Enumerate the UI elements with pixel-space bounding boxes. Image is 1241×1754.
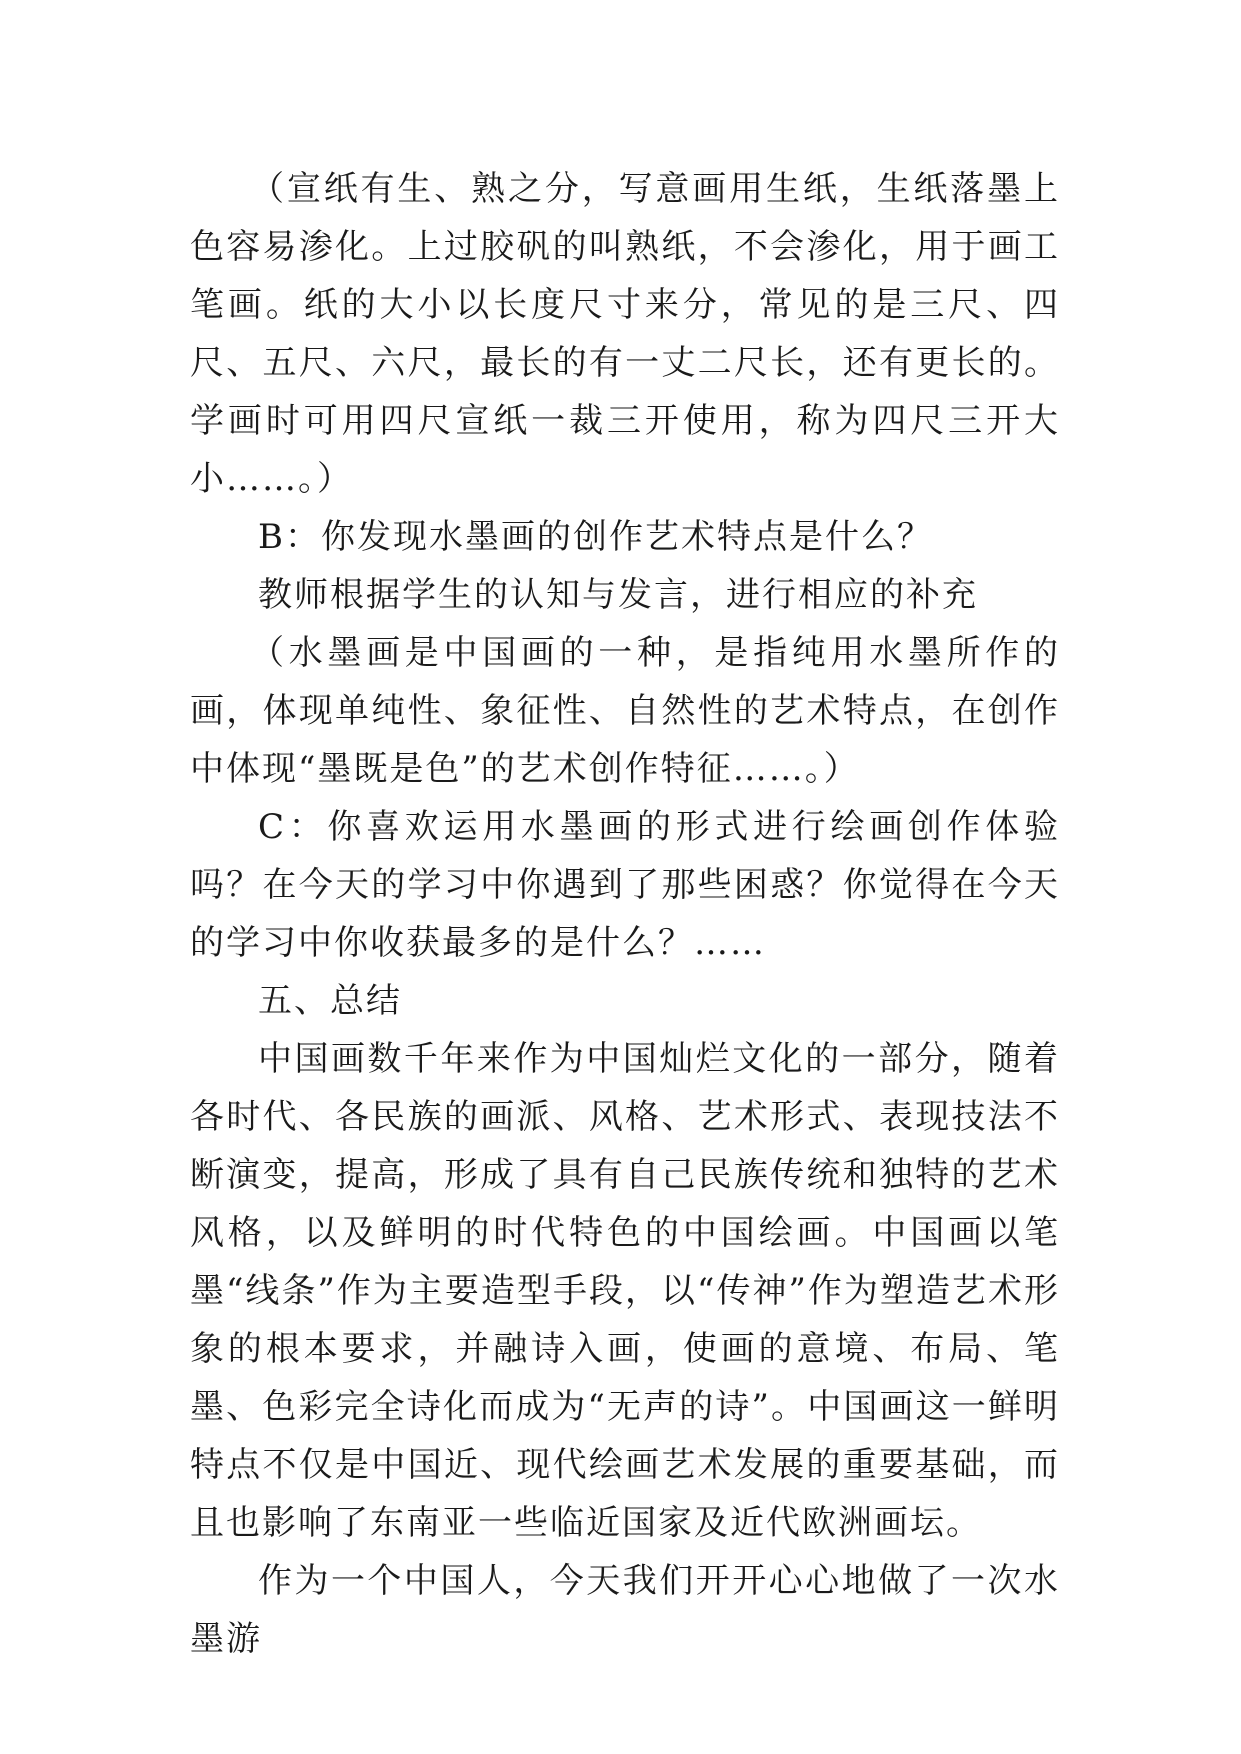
paragraph-question-c: C：你喜欢运用水墨画的形式进行绘画创作体验吗？在今天的学习中你遇到了那些困惑？你觉得在今天的学习中你收获最多的是什么？…… bbox=[190, 807, 1060, 963]
paragraph-teacher-note: 教师根据学生的认知与发言，进行相应的补充 bbox=[258, 575, 978, 615]
document-body bbox=[190, 160, 1060, 1668]
paragraph-xuan-paper: （宣纸有生、熟之分，写意画用生纸，生纸落墨上色容易渗化。上过胶矾的叫熟纸，不会渗化，用于画工笔画。纸的大小以长度尺寸来分，常见的是三尺、四尺、五尺、六尺，最长的有一丈二尺长，还有更长的。学画时可用四尺宣纸一裁三开使用，称为四尺三开大小……。） bbox=[190, 169, 1060, 499]
paragraph-closing: 作为一个中国人，今天我们开开心心地做了一次水墨游 bbox=[190, 1561, 1060, 1659]
paragraph-summary: 中国画数千年来作为中国灿烂文化的一部分，随着各时代、各民族的画派、风格、艺术形式、表现技法不断演变，提高，形成了具有自己民族传统和独特的艺术风格，以及鲜明的时代特色的中国绘画。中国画以笔墨“线条”作为主要造型手段，以“传神”作为塑造艺术形象的根本要求，并融诗入画，使画的意境、布局、笔墨、色彩完全诗化而成为“无声的诗”。中国画这一鲜明特点不仅是中国近、现代绘画艺术发展的重要基础，而且也影响了东南亚一些临近国家及近代欧洲画坛。 bbox=[190, 1039, 1060, 1543]
section-heading-summary: 五、总结 bbox=[258, 981, 402, 1021]
paragraph-ink-painting: （水墨画是中国画的一种，是指纯用水墨所作的画，体现单纯性、象征性、自然性的艺术特点，在创作中体现“墨既是色”的艺术创作特征……。） bbox=[190, 633, 1060, 789]
paragraph-question-b: B：你发现水墨画的创作艺术特点是什么？ bbox=[258, 517, 933, 557]
